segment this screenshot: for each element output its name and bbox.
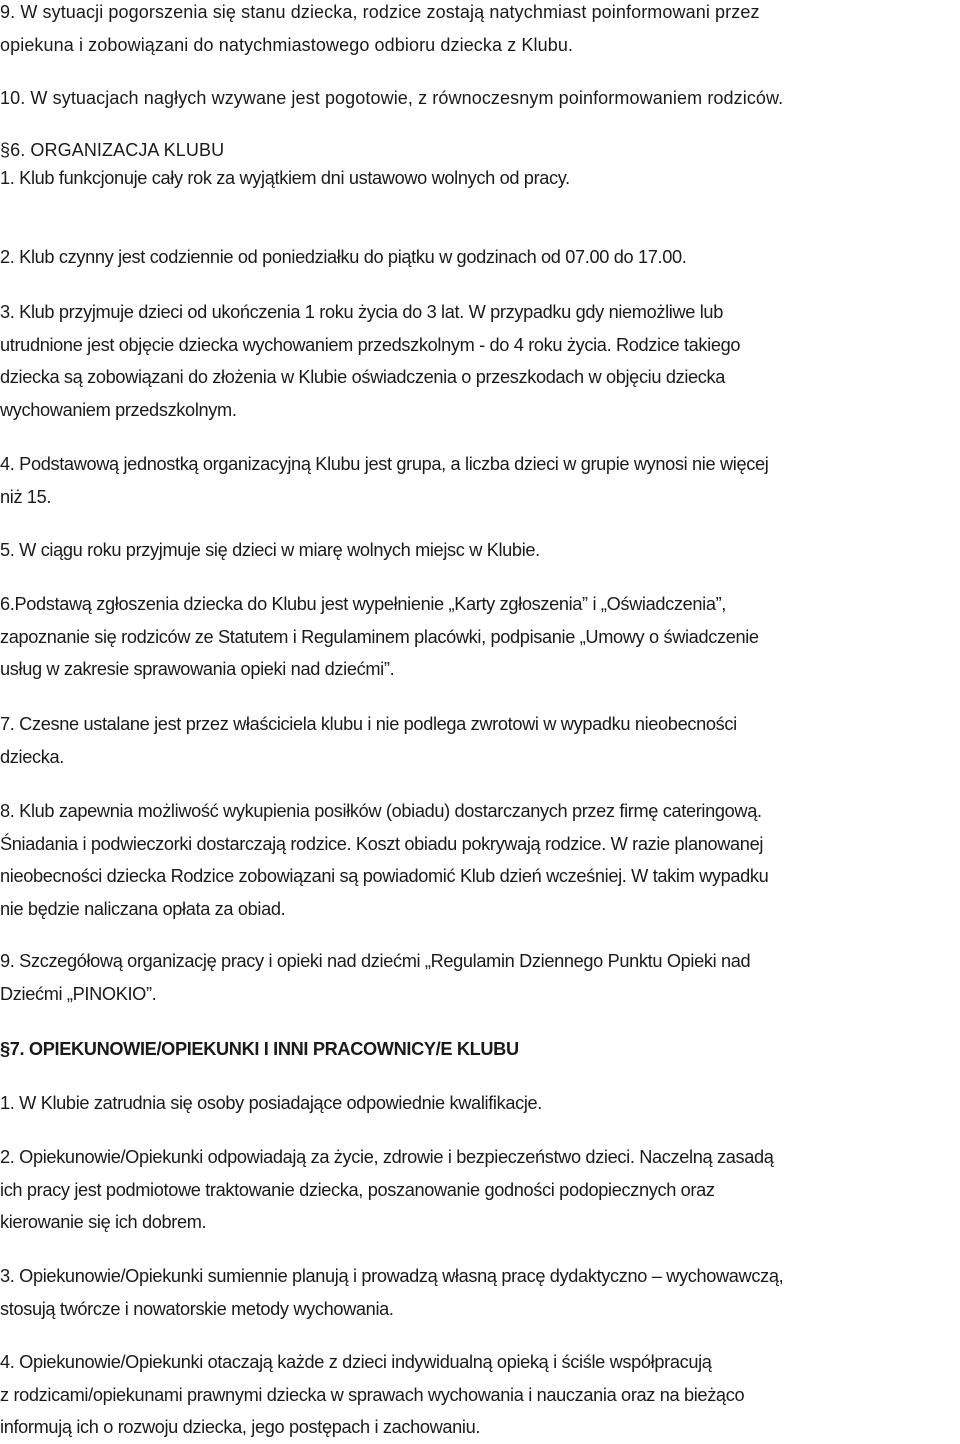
section-6-item-8: 8. Klub zapewnia możliwość wykupienia posiłków (obiadu) dostarczanych przez firmę cateringową. Śniadania i podwieczorki dostarczają rodzice. Koszt obiadu pokrywają rodzice. W razie planowanej nieobecności dziecka Rodzice zobowiązani są powiadomić Klub dzień wcześniej. W takim wypadku nie będzie naliczana opłata za obiad. [0,801,769,919]
section-6-item-4: 4. Podstawową jednostką organizacyjną Klubu jest grupa, a liczba dzieci w grupie wynosi nie więcej niż 15. [0,454,769,507]
section-6-item-5: 5. W ciągu roku przyjmuje się dzieci w miarę wolnych miejsc w Klubie. [0,540,540,560]
paragraph-10: 10. W sytuacjach nagłych wzywane jest pogotowie, z równoczesnym poinformowaniem rodziców. [0,88,784,108]
section-7-item-3: 3. Opiekunowie/Opiekunki sumiennie planują i prowadzą własną pracę dydaktyczno – wychowawczą, stosują twórcze i nowatorskie metody wychowania. [0,1266,784,1319]
section-7-item-1: 1. W Klubie zatrudnia się osoby posiadające odpowiednie kwalifikacje. [0,1093,543,1113]
section-6-item-7: 7. Czesne ustalane jest przez właściciela klubu i nie podlega zwrotowi w wypadku nieobecności dziecka. [0,714,737,767]
section-6-item-9: 9. Szczegółową organizację pracy i opieki nad dziećmi „Regulamin Dziennego Punktu Opieki nad Dziećmi „PINOKIO”. [0,951,751,1004]
section-7-item-4: 4. Opiekunowie/Opiekunki otaczają każde z dzieci indywidualną opieką i ściśle współpracują z rodzicami/opiekunami prawnymi dziecka w sprawach wychowania i nauczania oraz na bieżąco informują ich o rozwoju dziecka, jego postępach i zachowaniu. [0,1352,745,1437]
section-7-heading: §7. OPIEKUNOWIE/OPIEKUNKI I INNI PRACOWNICY/E KLUBU [0,1039,519,1059]
section-6-heading: §6. ORGANIZACJA KLUBU [0,140,225,160]
section-6-item-1: 1. Klub funkcjonuje cały rok za wyjątkiem dni ustawowo wolnych od pracy. [0,168,570,188]
section-6-item-3: 3. Klub przyjmuje dzieci od ukończenia 1 roku życia do 3 lat. W przypadku gdy niemożliwe lub utrudnione jest objęcie dziecka wychowaniem przedszkolnym - do 4 roku życia. Rodzice takiego dziecka są zobowiązani do złożenia w Klubie oświadczenia o przeszkodach w objęciu dziecka wychowaniem przedszkolnym. [0,302,741,420]
section-6-item-6: 6.Podstawą zgłoszenia dziecka do Klubu jest wypełnienie „Karty zgłoszenia” i „Oświadczenia”, zapoznanie się rodziców ze Statutem i Regulaminem placówki, podpisanie „Umowy o świadczenie usług w zakresie sprawowania opieki nad dziećmi”. [0,594,759,679]
section-6-item-2: 2. Klub czynny jest codziennie od poniedziałku do piątku w godzinach od 07.00 do 17.00. [0,247,687,267]
paragraph-9: 9. W sytuacji pogorszenia się stanu dziecka, rodzice zostają natychmiast poinformowani przez opiekuna i zobowiązani do natychmiastowego odbioru dziecka z Klubu. [0,2,760,55]
section-7-item-2: 2. Opiekunowie/Opiekunki odpowiadają za życie, zdrowie i bezpieczeństwo dzieci. Naczelną zasadą ich pracy jest podmiotowe traktowanie dziecka, poszanowanie godności podopiecznych oraz kierowanie się ich dobrem. [0,1147,774,1232]
